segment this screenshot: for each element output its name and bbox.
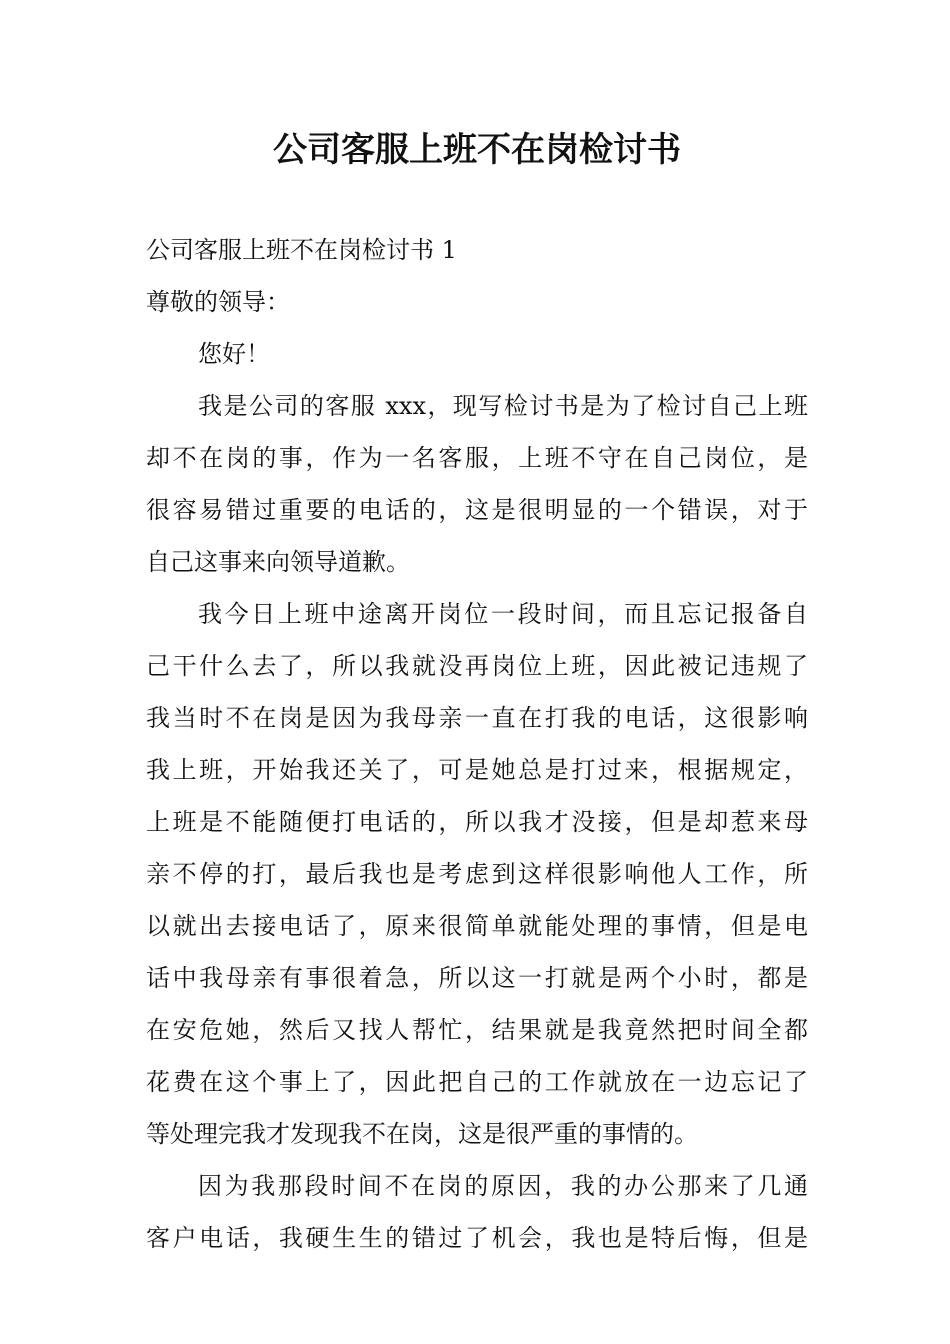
paragraph-2-line-6: 亲不停的打，最后我也是考虑到这样很影响他人工作，所 <box>146 860 808 888</box>
paragraph-1-line-1: 我是公司的客服 xxx，现写检讨书是为了检讨自己上班 <box>198 392 808 420</box>
document-body <box>146 224 808 1264</box>
document-subtitle: 公司客服上班不在岗检讨书 1 <box>146 236 457 264</box>
greeting: 您好！ <box>198 340 270 368</box>
paragraph-2-line-2: 己干什么去了，所以我就没再岗位上班，因此被记违规了 <box>146 652 808 680</box>
paragraph-2-line-1: 我今日上班中途离开岗位一段时间，而且忘记报备自 <box>198 600 808 628</box>
salutation: 尊敬的领导： <box>146 288 290 316</box>
paragraph-2-line-8: 话中我母亲有事很着急，所以这一打就是两个小时，都是 <box>146 964 808 992</box>
paragraph-2-line-4: 我上班，开始我还关了，可是她总是打过来，根据规定， <box>146 756 808 784</box>
paragraph-2-line-7: 以就出去接电话了，原来很简单就能处理的事情，但是电 <box>146 912 808 940</box>
paragraph-2-line-3: 我当时不在岗是因为我母亲一直在打我的电话，这很影响 <box>146 704 808 732</box>
paragraph-2-line-11: 等处理完我才发现我不在岗，这是很严重的事情的。 <box>146 1120 698 1148</box>
paragraph-1-line-4: 自己这事来向领导道歉。 <box>146 548 410 576</box>
paragraph-1-line-3: 很容易错过重要的电话的，这是很明显的一个错误，对于 <box>146 496 808 524</box>
document-title: 公司客服上班不在岗检讨书 <box>273 130 681 170</box>
paragraph-2-line-10: 花费在这个事上了，因此把自己的工作就放在一边忘记了 <box>146 1068 808 1096</box>
paragraph-1-line-2: 却不在岗的事，作为一名客服，上班不守在自己岗位，是 <box>146 444 808 472</box>
paragraph-3-line-2: 客户电话，我硬生生的错过了机会，我也是特后悔，但是 <box>146 1224 808 1252</box>
paragraph-2-line-5: 上班是不能随便打电话的，所以我才没接，但是却惹来母 <box>146 808 808 836</box>
paragraph-3-line-1: 因为我那段时间不在岗的原因，我的办公那来了几通 <box>198 1172 808 1200</box>
paragraph-2-line-9: 在安危她，然后又找人帮忙，结果就是我竟然把时间全都 <box>146 1016 808 1044</box>
